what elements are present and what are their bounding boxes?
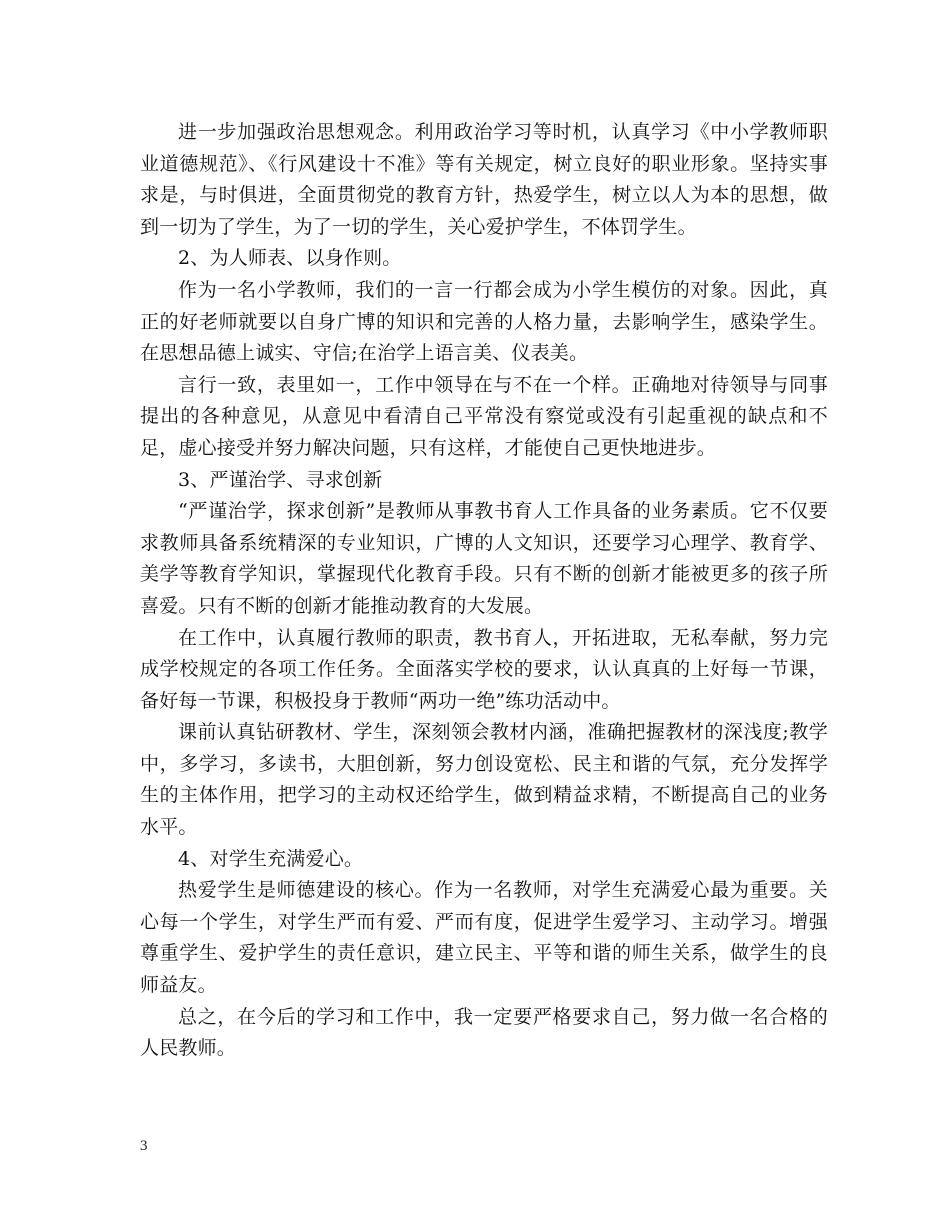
- paragraph-work-duties: 在工作中，认真履行教师的职责，教书育人，开拓进取，无私奉献，努力完成学校规定的各项工作任务。全面落实学校的要求，认认真真的上好每一节课，备好每一节课，积极投身于教师“两功一绝”练功活动中。: [140, 626, 828, 712]
- paragraph-consistency: 言行一致，表里如一，工作中领导在与不在一个样。正确地对待领导与同事提出的各种意见，从意见中看清自己平常没有察觉或没有引起重视的缺点和不足，虚心接受并努力解决问题，只有这样，才能使自己更快地进步。: [140, 373, 828, 459]
- paragraph-lesson-prep: 课前认真钻研教材、学生，深刻领会教材内涵，准确把握教材的深浅度;教学中，多学习，多读书，大胆创新，努力创设宽松、民主和谐的气氛，充分发挥学生的主体作用，把学习的主动权还给学生，做到精益求精，不断提高自己的业务水平。: [140, 721, 828, 839]
- section-heading-3: 3、严谨治学、寻求创新: [178, 468, 383, 491]
- section-heading-2: 2、为人师表、以身作则。: [178, 247, 402, 270]
- paragraph-political-thought: 进一步加强政治思想观念。利用政治学习等时机，认真学习《中小学教师职业道德规范》、《行风建设十不准》等有关规定，树立良好的职业形象。坚持实事求是，与时俱进，全面贯彻党的教育方针，热爱学生，树立以人为本的思想，做到一切为了学生，为了一切的学生，关心爱护学生，不体罚学生。: [140, 121, 828, 238]
- section-heading-4: 4、对学生充满爱心。: [178, 847, 364, 870]
- page-number: 3: [140, 1138, 148, 1154]
- paragraph-rigorous-study: “严谨治学，探求创新”是教师从事教书育人工作具备的业务素质。它不仅要求教师具备系统精深的专业知识，广博的人文知识，还要学习心理学、教育学、美学等教育学知识，掌握现代化教育手段。只有不断的创新才能被更多的孩子所喜爱。只有不断的创新才能推动教育的大发展。: [140, 500, 828, 617]
- paragraph-conclusion: 总之，在今后的学习和工作中，我一定要严格要求自己，努力做一名合格的人民教师。: [140, 1005, 828, 1060]
- paragraph-love-students: 热爱学生是师德建设的核心。作为一名教师，对学生充满爱心最为重要。关心每一个学生，对学生严而有爱、严而有度，促进学生爱学习、主动学习。增强尊重学生、爱护学生的责任意识，建立民主、平等和谐的师生关系，做学生的良师益友。: [140, 879, 828, 997]
- document-body: [140, 117, 828, 1065]
- paragraph-role-model: 作为一名小学教师，我们的一言一行都会成为小学生模仿的对象。因此，真正的好老师就要以自身广博的知识和完善的人格力量，去影响学生，感染学生。在思想品德上诚实、守信;在治学上语言美、仪表美。: [140, 278, 828, 365]
